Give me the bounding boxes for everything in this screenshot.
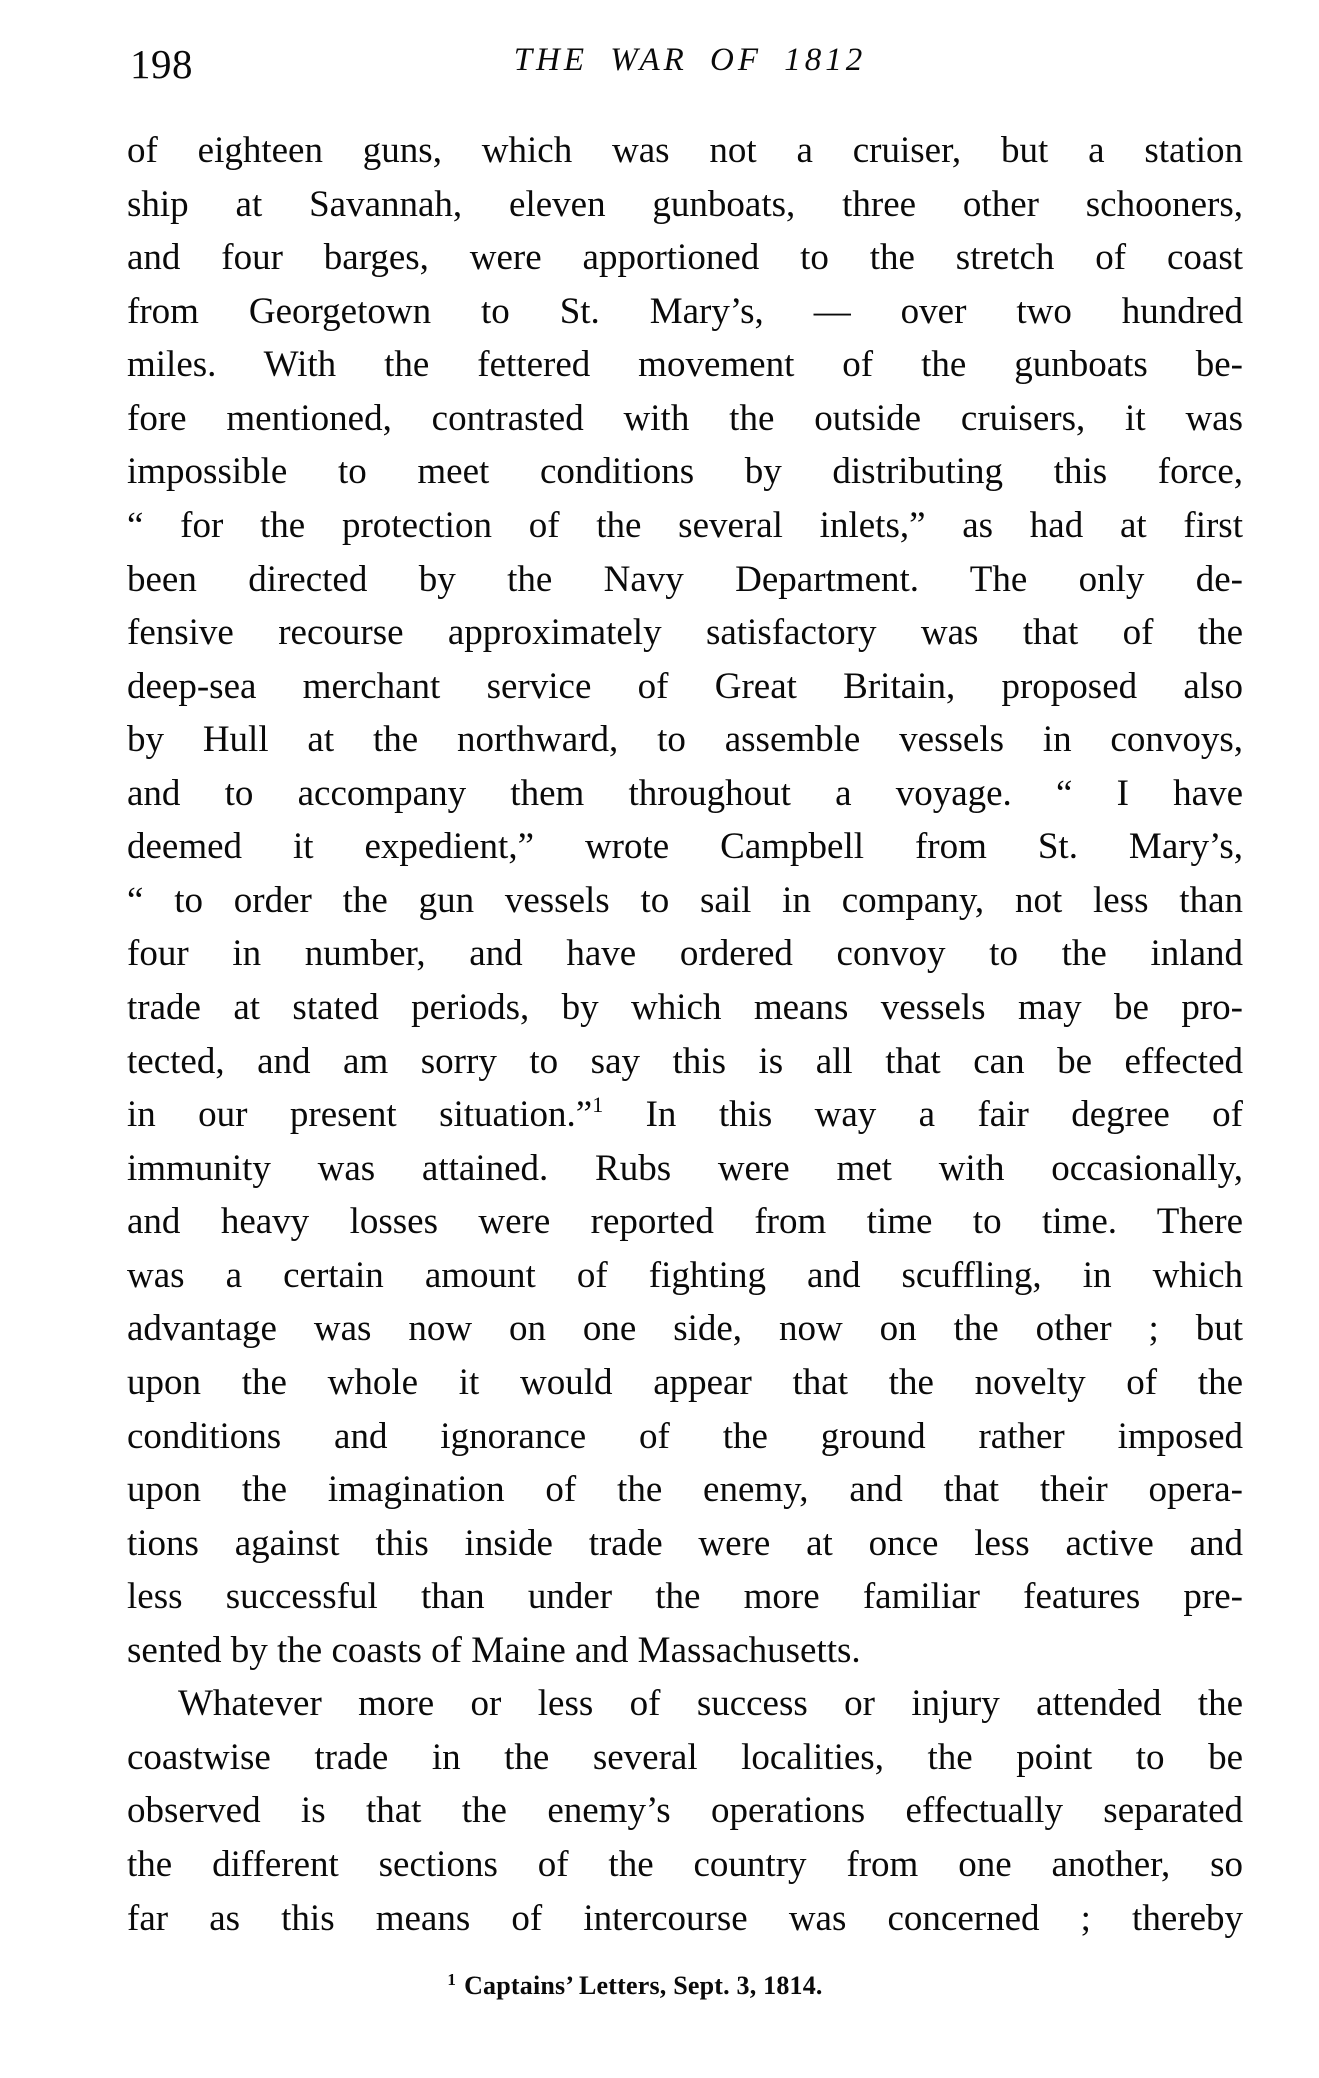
footnote-reference[interactable]: 1 [592,1092,604,1118]
text-line: trade at stated periods, by which means vessels may be pro- [127,987,1243,1028]
text-line: fensive recourse approximately satisfactory was that of the [127,612,1243,654]
footnote-text: Captains’ Letters, Sept. 3, 1814. [464,1971,823,2000]
text-line: of eighteen guns, which was not a cruiser, but a station [127,130,1243,171]
text-line: conditions and ignorance of the ground rather imposed [127,1415,1243,1457]
text-line: and four barges, were apportioned to the stretch of coast [127,237,1243,279]
text-line: upon the whole it would appear that the novelty of the [127,1361,1243,1403]
footnote-number: 1 [447,1970,457,1989]
body-text [127,124,1243,1945]
text-line: from Georgetown to St. Mary’s, — over two hundred [127,290,1243,332]
text-line: and to accompany them throughout a voyage. “ I have [127,772,1243,814]
text-line: impossible to meet conditions by distributing this force, [127,451,1243,493]
text-line: coastwise trade in the several localities, the point to be [127,1736,1243,1778]
text-line: far as this means of intercourse was concerned ; thereby [127,1897,1243,1939]
running-head: THE WAR OF 1812 [513,42,867,78]
text-segment: in our present situation.” [127,1094,593,1136]
paragraph-1 [127,124,1243,1677]
text-line: upon the imagination of the enemy, and that their opera- [127,1469,1243,1511]
text-line: “ for the protection of the several inlets,” as had at first [127,504,1243,546]
text-line: sented by the coasts of Maine and Massachusetts. [127,1629,861,1671]
text-line: tected, and am sorry to say this is all that can be effected [127,1040,1243,1082]
text-line-with-footnote-ref [127,1088,1243,1142]
text-line: Whatever more or less of success or injury attended the [178,1683,1243,1725]
text-line: the different sections of the country from one another, so [127,1844,1243,1885]
text-line: “ to order the gun vessels to sail in company, not less than [127,879,1243,921]
text-line: advantage was now on one side, now on the other ; but [127,1308,1243,1350]
text-line: immunity was attained. Rubs were met with occasionally, [127,1147,1243,1189]
text-line: been directed by the Navy Department. The only de- [127,558,1243,600]
text-line: by Hull at the northward, to assemble vessels in convoys, [127,719,1243,761]
text-line: and heavy losses were reported from time to time. There [127,1201,1243,1243]
footnote [330,1966,940,2006]
page-number: 198 [130,41,193,87]
text-line: deemed it expedient,” wrote Campbell from St. Mary’s, [127,826,1243,868]
text-line: observed is that the enemy’s operations effectually separated [127,1790,1243,1832]
text-line: was a certain amount of fighting and scuffling, in which [127,1254,1243,1296]
text-line: ship at Savannah, eleven gunboats, three other schooners, [127,183,1243,225]
text-line: four in number, and have ordered convoy to the inland [127,933,1243,975]
text-line: deep-sea merchant service of Great Britain, proposed also [127,665,1243,707]
text-line: tions against this inside trade were at once less active and [127,1522,1243,1564]
paragraph-2 [127,1677,1243,1945]
text-line: miles. With the fettered movement of the gunboats be- [127,344,1243,386]
text-line: less successful than under the more familiar features pre- [127,1576,1243,1618]
text-line: fore mentioned, contrasted with the outside cruisers, it was [127,397,1243,439]
text-segment: In this way a fair degree of [645,1094,1244,1136]
